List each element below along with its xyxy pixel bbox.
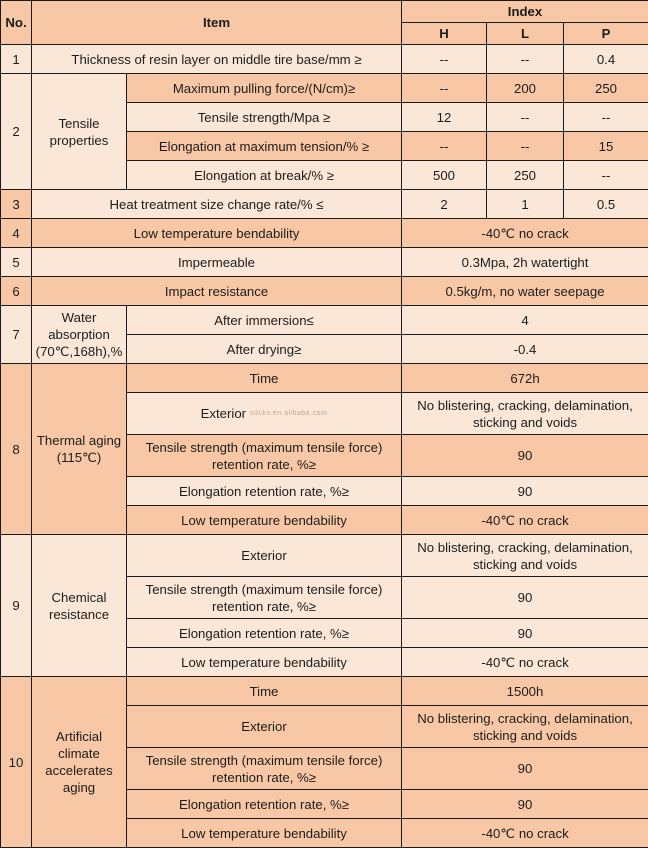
value-cell: No blistering, cracking, delamination, sticking and voids	[402, 535, 648, 577]
item-cell: Thickness of resin layer on middle tire base/mm ≥	[32, 45, 402, 74]
sub-item-cell: Tensile strength (maximum tensile force) retention rate, %≥	[127, 748, 402, 790]
header-no: No.	[1, 1, 32, 45]
value-cell: -40℃ no crack	[402, 506, 648, 535]
sub-item-cell: Elongation at break/% ≥	[127, 161, 402, 190]
header-row	[1, 1, 648, 23]
table-row	[1, 277, 648, 306]
table-row	[1, 364, 648, 393]
row-number: 4	[1, 219, 32, 248]
table-row	[1, 74, 648, 103]
row-number: 2	[1, 74, 32, 190]
header-l: L	[487, 23, 564, 45]
value-p: --	[564, 161, 648, 190]
value-l: --	[487, 45, 564, 74]
value-cell: -40℃ no crack	[402, 219, 648, 248]
value-cell: -40℃ no crack	[402, 648, 648, 677]
group-cell: Chemical resistance	[32, 535, 127, 677]
sub-item-cell: Time	[127, 364, 402, 393]
item-cell: Low temperature bendability	[32, 219, 402, 248]
value-cell: No blistering, cracking, delamination, sticking and voids	[402, 393, 648, 435]
value-p: 250	[564, 74, 648, 103]
row-number: 10	[1, 677, 32, 848]
value-l: --	[487, 103, 564, 132]
value-p: 15	[564, 132, 648, 161]
value-cell: 90	[402, 790, 648, 819]
sub-item-cell: Elongation retention rate, %≥	[127, 477, 402, 506]
row-number: 6	[1, 277, 32, 306]
value-p: 0.4	[564, 45, 648, 74]
value-cell: 4	[402, 306, 648, 335]
value-cell: -0.4	[402, 335, 648, 364]
value-cell: 90	[402, 477, 648, 506]
value-cell: No blistering, cracking, delamination, sticking and voids	[402, 706, 648, 748]
value-p: --	[564, 103, 648, 132]
header-h: H	[402, 23, 487, 45]
item-cell: Impact resistance	[32, 277, 402, 306]
value-h: 500	[402, 161, 487, 190]
value-h: --	[402, 74, 487, 103]
sub-item-cell: Low temperature bendability	[127, 506, 402, 535]
table-row	[1, 190, 648, 219]
watermark-text: sdckx.en.alibaba.com	[250, 410, 328, 417]
group-cell: Tensile properties	[32, 74, 127, 190]
row-number: 1	[1, 45, 32, 74]
sub-item-cell: Low temperature bendability	[127, 819, 402, 848]
value-cell: 672h	[402, 364, 648, 393]
header-item: Item	[32, 1, 402, 45]
sub-item-cell: Elongation at maximum tension/% ≥	[127, 132, 402, 161]
table-row	[1, 45, 648, 74]
item-cell: Heat treatment size change rate/% ≤	[32, 190, 402, 219]
value-h: 12	[402, 103, 487, 132]
row-number: 9	[1, 535, 32, 677]
sub-item-cell: Elongation retention rate, %≥	[127, 790, 402, 819]
sub-item-cell	[127, 393, 402, 435]
table-row	[1, 248, 648, 277]
value-cell: -40℃ no crack	[402, 819, 648, 848]
value-h: --	[402, 45, 487, 74]
item-cell: Impermeable	[32, 248, 402, 277]
group-cell: Thermal aging (115℃)	[32, 364, 127, 535]
header-p: P	[564, 23, 648, 45]
table-row	[1, 535, 648, 577]
table-row	[1, 677, 648, 706]
value-cell: 90	[402, 435, 648, 477]
table-row	[1, 219, 648, 248]
value-l: 1	[487, 190, 564, 219]
header-index: Index	[402, 1, 648, 23]
group-cell: Artificial climate accelerates aging	[32, 677, 127, 848]
value-h: --	[402, 132, 487, 161]
row-number: 8	[1, 364, 32, 535]
value-h: 2	[402, 190, 487, 219]
sub-item-cell: Maximum pulling force/(N/cm)≥	[127, 74, 402, 103]
table-row	[1, 306, 648, 335]
row-number: 7	[1, 306, 32, 364]
value-cell: 0.5kg/m, no water seepage	[402, 277, 648, 306]
value-cell: 90	[402, 748, 648, 790]
value-cell: 90	[402, 577, 648, 619]
value-cell: 0.3Mpa, 2h watertight	[402, 248, 648, 277]
sub-item-cell: After drying≥	[127, 335, 402, 364]
value-p: 0.5	[564, 190, 648, 219]
group-cell: Water absorption (70℃,168h),%	[32, 306, 127, 364]
value-l: --	[487, 132, 564, 161]
sub-item-cell: Low temperature bendability	[127, 648, 402, 677]
value-cell: 90	[402, 619, 648, 648]
row-number: 5	[1, 248, 32, 277]
sub-item-cell: After immersion≤	[127, 306, 402, 335]
sub-item-cell: Elongation retention rate, %≥	[127, 619, 402, 648]
value-cell: 1500h	[402, 677, 648, 706]
sub-item-cell: Tensile strength (maximum tensile force) retention rate, %≥	[127, 435, 402, 477]
value-l: 200	[487, 74, 564, 103]
sub-item-label: Exterior	[200, 406, 247, 421]
sub-item-cell: Tensile strength (maximum tensile force) retention rate, %≥	[127, 577, 402, 619]
sub-item-cell: Tensile strength/Mpa ≥	[127, 103, 402, 132]
sub-item-cell: Exterior	[127, 706, 402, 748]
value-l: 250	[487, 161, 564, 190]
sub-item-cell: Exterior	[127, 535, 402, 577]
row-number: 3	[1, 190, 32, 219]
sub-item-cell: Time	[127, 677, 402, 706]
